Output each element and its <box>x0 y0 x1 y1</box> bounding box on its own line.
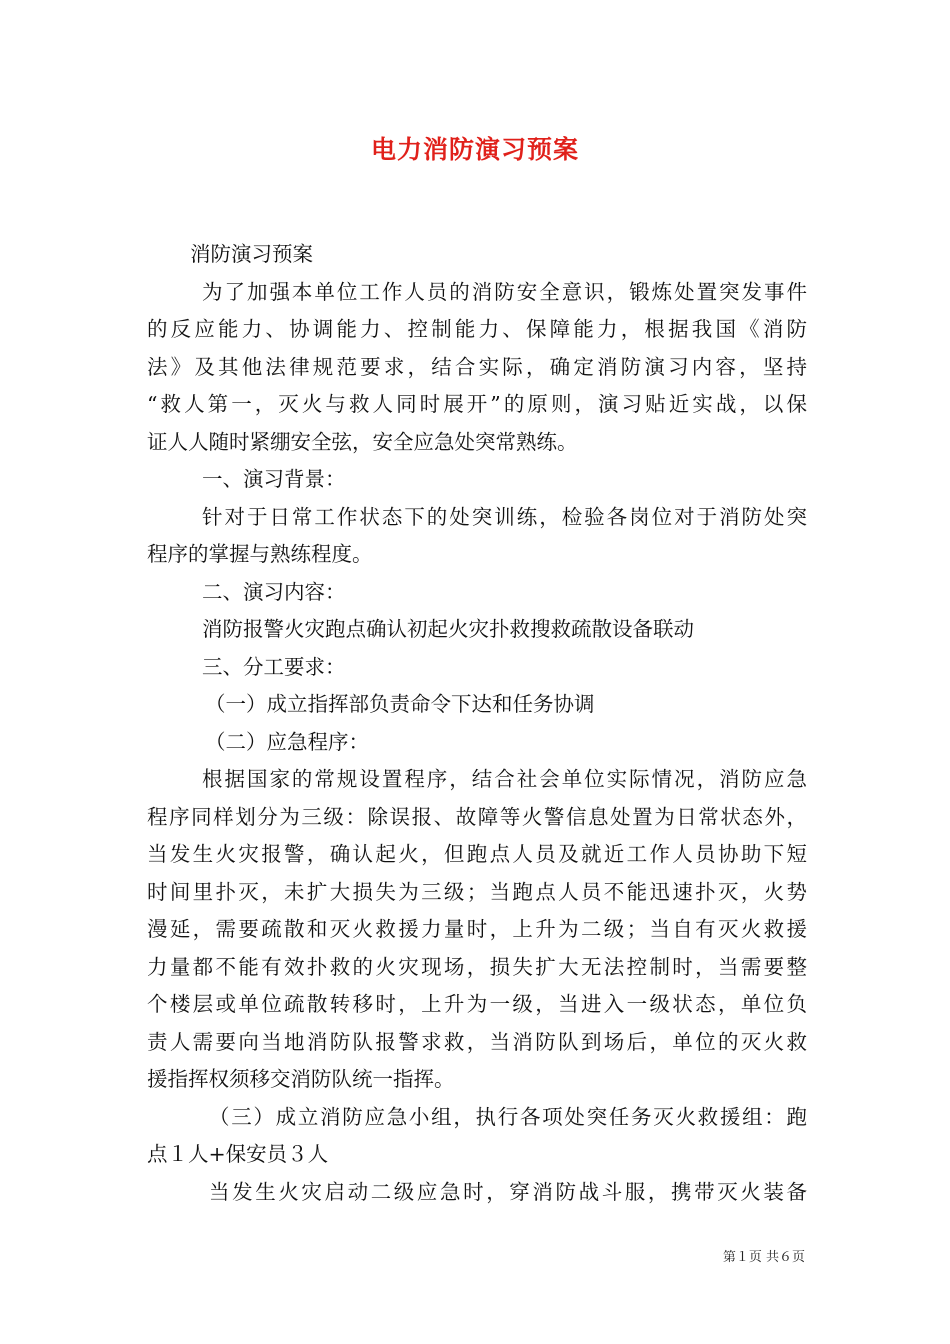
paragraph-line: 程序的掌握与熟练程度。 <box>147 542 373 566</box>
document-title: 电力消防演习预案 <box>370 135 579 164</box>
document-body <box>147 236 807 1211</box>
paragraph-line: 漫延，需要疏散和灭火救援力量时，上升为二级；当自有灭火救援 <box>147 917 807 941</box>
paragraph-line: 消防报警火灾跑点确认初起火灾扑救搜救疏散设备联动 <box>202 617 694 641</box>
paragraph-line: 责人需要向当地消防队报警求救，当消防队到场后，单位的灭火救 <box>147 1029 807 1054</box>
paragraph-line: 时间里扑灭，未扩大损失为三级；当跑点人员不能迅速扑灭，火势 <box>147 879 807 904</box>
paragraph-line: 的反应能力、协调能力、控制能力、保障能力，根据我国《消防 <box>147 317 807 341</box>
paragraph-line: 程序同样划分为三级：除误报、故障等火警信息处置为日常状态外， <box>147 804 807 829</box>
paragraph-line: 消防演习预案 <box>190 242 313 266</box>
paragraph-line: 为了加强本单位工作人员的消防安全意识，锻炼处置突发事件 <box>202 279 807 304</box>
page-number-footer: 第１页 共６页 <box>722 1250 805 1265</box>
paragraph-line: 证人人随时紧绷安全弦，安全应急处突常熟练。 <box>147 429 578 454</box>
paragraph-line: 援指挥权须移交消防队统一指挥。 <box>147 1067 455 1091</box>
section-heading: 三、分工要求： <box>202 654 346 679</box>
paragraph-line: 个楼层或单位疏散转移时，上升为一级，当进入一级状态，单位负 <box>147 992 807 1016</box>
paragraph-line: 当发生火灾启动二级应急时，穿消防战斗服，携带灭火装备 <box>209 1179 807 1204</box>
paragraph-line: “救人第一，灭火与救人同时展开”的原则，演习贴近实战，以保 <box>147 392 807 416</box>
paragraph-line: 法》及其他法律规范要求，结合实际，确定消防演习内容，坚持 <box>147 354 807 379</box>
section-heading: 一、演习背景： <box>202 467 346 491</box>
paragraph-line: 力量都不能有效扑救的火灾现场，损失扩大无法控制时，当需要整 <box>147 954 807 979</box>
paragraph-line: 当发生火灾报警，确认起火，但跑点人员及就近工作人员协助下短 <box>147 842 807 866</box>
paragraph-line: 点１人+保安员３人 <box>147 1142 329 1166</box>
paragraph-line: 针对于日常工作状态下的处突训练，检验各岗位对于消防处突 <box>202 504 807 529</box>
subsection-heading: （一）成立指挥部负责命令下达和任务协调 <box>205 692 595 716</box>
section-heading: 二、演习内容： <box>202 579 346 604</box>
subsection-heading: （三）成立消防应急小组，执行各项处突任务灭火救援组：跑 <box>209 1104 807 1129</box>
paragraph-line: 根据国家的常规设置程序，结合社会单位实际情况，消防应急 <box>202 767 807 791</box>
subsection-heading: （二）应急程序： <box>205 729 369 754</box>
